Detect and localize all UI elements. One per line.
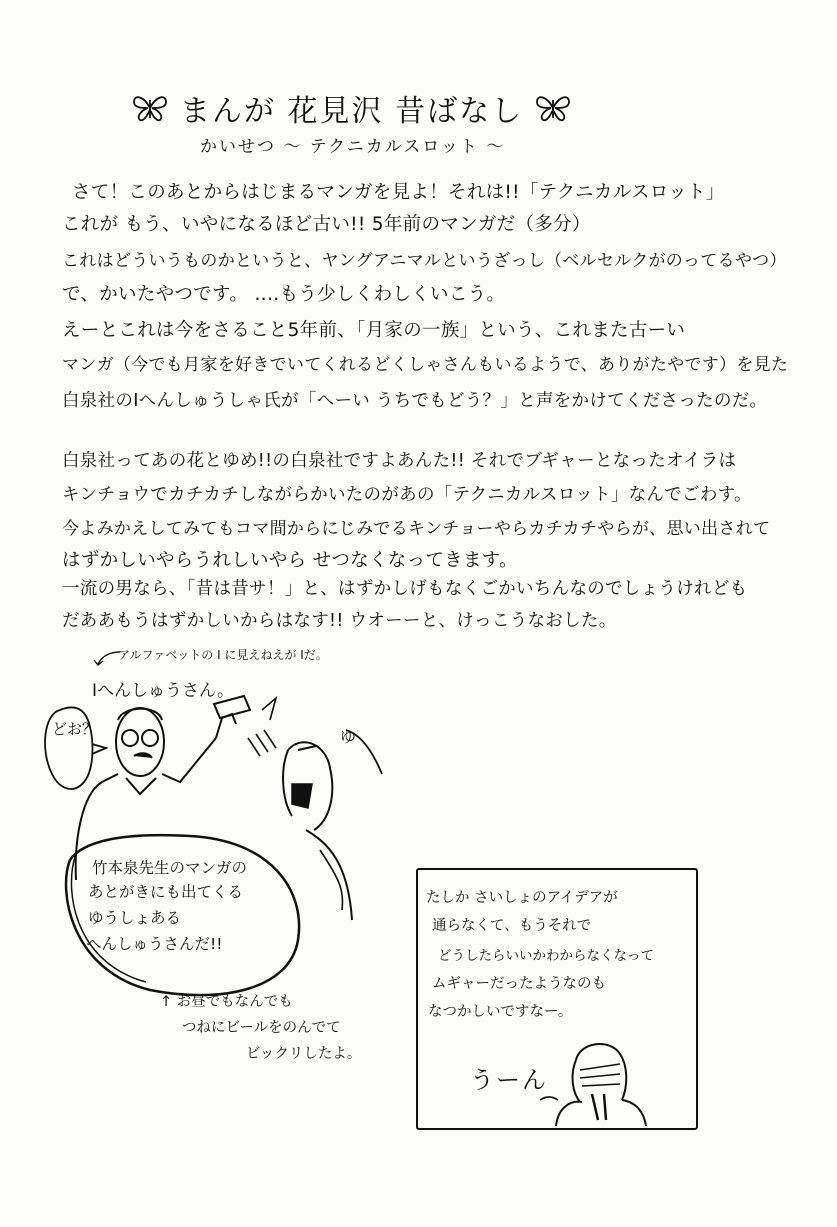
body-line: はずかしいやらうれしいやら せつなくなってきます。 (62, 550, 518, 571)
panel-text-line: 通らなくて、もうそれで (432, 918, 592, 934)
body-line: 今よみかえしてみてもコマ間からにじみでるキンチョーやらカチカチやらが、思い出されて (62, 519, 771, 539)
body-line: 一流の男なら、「昔は昔サ！」と、はずかしげもなくごかいちんなのでしょうけれども (62, 579, 748, 599)
sfx-text: ゆ (340, 727, 357, 746)
panel-text-line: なつかしいですなー。 (428, 1004, 573, 1020)
speech-bubble-text: どお？ (52, 720, 98, 738)
panel-sfx: うーん (470, 1066, 548, 1094)
body-line: で、かいたやつです。 ‥‥もう少しくわしくいこう。 (62, 284, 506, 305)
circle-note-line: へんしゅうさんだ!! (86, 935, 223, 953)
title-text: まんが 花見沢 昔ばなし (180, 94, 524, 129)
body-line: 白泉社ってあの花とゆめ!!の白泉社ですよあんた!! それでブギャーとなったオイラは (62, 451, 737, 471)
artist-thinking-illustration (536, 1030, 656, 1126)
circle-note-line: ゆうしょある (88, 909, 182, 927)
panel-text-line: ムギャーだったようなのも (432, 976, 606, 992)
body-line: だああもうはずかしいからはなす!! ウオーーと、けっこうなおした。 (62, 611, 617, 631)
panel-text-line: どうしたらいいかわからなくなって (438, 948, 654, 964)
page-subtitle: かいせつ 〜 テクニカルスロット 〜 (200, 137, 506, 157)
circle-note-line: あとがきにも出てくる (88, 883, 244, 901)
body-line: マンガ（今でも月家を好きでいてくれるどくしゃさんもいるようで、ありがたやです）を見た (62, 355, 789, 375)
beer-note-line: ビックリしたよ。 (246, 1046, 362, 1062)
butterfly-icon (130, 92, 170, 124)
body-line: キンチョウでカチカチしながらかいたのがあの「テクニカルスロット」なんでごわす。 (62, 485, 752, 505)
alphabet-note: アルファベットの I に見えねえが Iだ。 (118, 648, 328, 662)
panel-text-line: たしか さいしょのアイデアが (426, 890, 618, 906)
butterfly-icon (533, 92, 573, 124)
body-line: これが もう、いやになるほど古い!! 5年前のマンガだ（多分） (62, 214, 591, 235)
beer-note-line: つねにビールをのんでて (182, 1020, 341, 1036)
circle-note-line: 竹本泉先生のマンガの (92, 859, 248, 877)
beer-note-line: ↑ お昼でもなんでも (160, 994, 293, 1010)
editor-label: Iへんしゅうさん。 (92, 681, 235, 701)
page-title (130, 86, 610, 130)
body-line: 白泉社のIへんしゅうしゃ氏が「へーい うちでもどう？」と声をかけてくださったのだ。 (62, 391, 768, 411)
body-line: これはどういうものかというと、ヤングアニマルというざっし（ベルセルクがのってるやつ） (62, 251, 787, 271)
arrow-icon (92, 648, 122, 668)
body-line: えーとこれは今をさること5年前、「月家の一族」という、これまた古ーい (62, 320, 686, 341)
body-line: さて！このあとからはじまるマンガを見よ！それは!!「テクニカルスロット」 (72, 182, 725, 203)
